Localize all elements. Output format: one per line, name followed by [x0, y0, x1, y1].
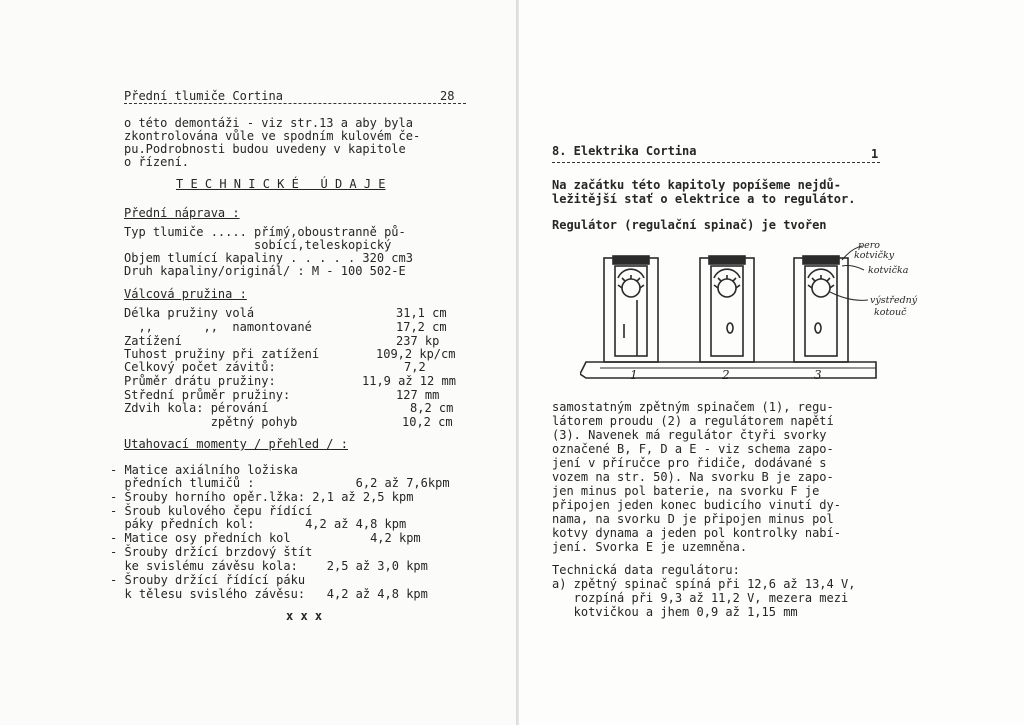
body-line: (3). Navenek má regulátor čtyři svorky: [552, 428, 827, 442]
regulator-unit-1: [604, 256, 658, 362]
spring-row-label: Průměr drátu pružiny:: [124, 374, 276, 388]
intro-line: ležitější stať o elektrice a to regulátor.: [552, 192, 856, 206]
front-axle-line: Druh kapaliny/originál/ : M - 100 502-E: [124, 264, 406, 278]
label-kotouc: kotouč: [874, 307, 907, 318]
torque-line: ke svislému závěsu kola: 2,5 až 3,0 kpm: [110, 559, 428, 573]
section-title: T E C H N I C K É Ú D A J E: [176, 177, 386, 191]
figure-number-2: 2: [722, 368, 730, 382]
tech-line: rozpíná při 9,3 až 11,2 V, mezera mezi: [552, 591, 849, 605]
tech-line: a) zpětný spinač spíná při 12,6 až 13,4 V,: [552, 577, 856, 591]
figure-number-3: 3: [814, 368, 822, 382]
body-line: označené B, F, D a E - viz schema zapo-: [552, 442, 834, 456]
regulator-line: Regulátor (regulační spinač) je tvořen: [552, 218, 827, 232]
tech-heading: Technická data regulátoru:: [552, 563, 740, 577]
spring-row-value: 109,2 kp/cm: [376, 347, 456, 361]
torque-line: předních tlumičů : 6,2 až 7,6kpm: [110, 476, 450, 490]
spring-row-value: 127 mm: [396, 388, 440, 402]
figure-number-1: 1: [630, 368, 638, 382]
front-axle-heading: Přední náprava :: [124, 206, 240, 220]
spring-row-value: 7,2: [404, 360, 426, 374]
intro-line: o řízení.: [124, 155, 190, 169]
front-axle-line: Objem tlumící kapaliny . . . . . 320 cm3: [124, 251, 413, 265]
spring-row-value: 11,9 až 12 mm: [362, 374, 456, 388]
spring-row-label: Zdvih kola: pérování: [124, 401, 269, 415]
torque-line: - Matice osy předních kol 4,2 kpm: [110, 531, 421, 545]
spring-row-label: ,, ,, namontované: [124, 320, 312, 334]
front-axle-line: sobící,teleskopický: [124, 238, 392, 252]
label-vystredny: výstředný: [870, 295, 918, 306]
spring-row-value: 17,2 cm: [396, 320, 447, 334]
spring-row-label: Střední průměr pružiny:: [124, 388, 291, 402]
body-line: vozem na str. 50). Na svorku B je zapo-: [552, 470, 834, 484]
label-kotvicky: kotvičky: [854, 250, 895, 261]
right-page-title: 8. Elektrika Cortina: [552, 144, 697, 158]
torque-line: - Šroub kulového čepu řídící: [110, 504, 313, 518]
torque-line: páky předních kol: 4,2 až 4,8 kpm: [110, 517, 407, 531]
intro-line: Na začátku této kapitoly popíšeme nejdů-: [552, 178, 841, 192]
spring-row-value: 31,1 cm: [396, 306, 447, 320]
right-page-number: 1: [871, 147, 879, 161]
right-header-rule: [552, 162, 880, 163]
label-pero: pero: [858, 240, 880, 251]
torques-heading: Utahovací momenty / přehled / :: [124, 437, 348, 451]
tech-line: kotvičkou a jhem 0,9 až 1,15 mm: [552, 605, 798, 619]
left-page-number: 28: [440, 89, 455, 103]
intro-line: o této demontáži - viz str.13 a aby byla: [124, 116, 413, 130]
torque-line: - Matice axiálního ložiska: [110, 463, 298, 477]
spring-row-value: 8,2 cm: [410, 401, 454, 415]
end-mark: x x x: [286, 609, 323, 623]
intro-line: zkontrolována vůle ve spodním kulovém če-: [124, 129, 421, 143]
regulator-unit-3: [794, 256, 848, 362]
body-line: samostatným zpětným spinačem (1), regu-: [552, 400, 834, 414]
spring-row-label: Celkový počet závitů:: [124, 360, 276, 374]
spring-row-label: zpětný pohyb: [124, 415, 298, 429]
body-line: nama, na svorku D je připojen minus pol: [552, 512, 834, 526]
left-page-title: Přední tlumiče Cortina: [124, 89, 283, 103]
torque-line: - Šrouby držící brzdový štít: [110, 545, 313, 559]
spring-row-label: Délka pružiny volá: [124, 306, 255, 320]
spring-row-label: Zatížení: [124, 334, 182, 348]
spring-row-label: Tuhost pružiny při zatížení: [124, 347, 320, 361]
spring-heading: Válcová pružina :: [124, 287, 247, 301]
spring-row-value: 237 kp: [396, 334, 440, 348]
torque-line: k tělesu svislého závěsu: 4,2 až 4,8 kpm: [110, 587, 428, 601]
body-line: jení v příručce pro řidiče, dodávané s: [552, 456, 827, 470]
label-kotvicka: kotvička: [868, 265, 909, 276]
body-line: kotvy dynama a jeden pol kontrolky nabí-: [552, 526, 841, 540]
body-line: látorem proudu (2) a regulátorem napětí: [552, 414, 834, 428]
body-line: jení. Svorka E je uzemněna.: [552, 540, 748, 554]
regulator-unit-2: [700, 256, 754, 362]
body-line: připojen jeden konec budicího vinutí dy-: [552, 498, 841, 512]
spring-row-value: 10,2 cm: [402, 415, 453, 429]
body-line: jen minus pol baterie, na svorku F je: [552, 484, 820, 498]
intro-line: pu.Podrobnosti budou uvedeny v kapitole: [124, 142, 406, 156]
torque-line: - Šrouby držící řídící páku: [110, 573, 306, 587]
left-header-rule: [124, 103, 466, 104]
front-axle-line: Typ tlumiče ..... přímý,oboustranně pů-: [124, 225, 406, 239]
torque-line: - Šrouby horního opěr.lžka: 2,1 až 2,5 kpm: [110, 490, 414, 504]
